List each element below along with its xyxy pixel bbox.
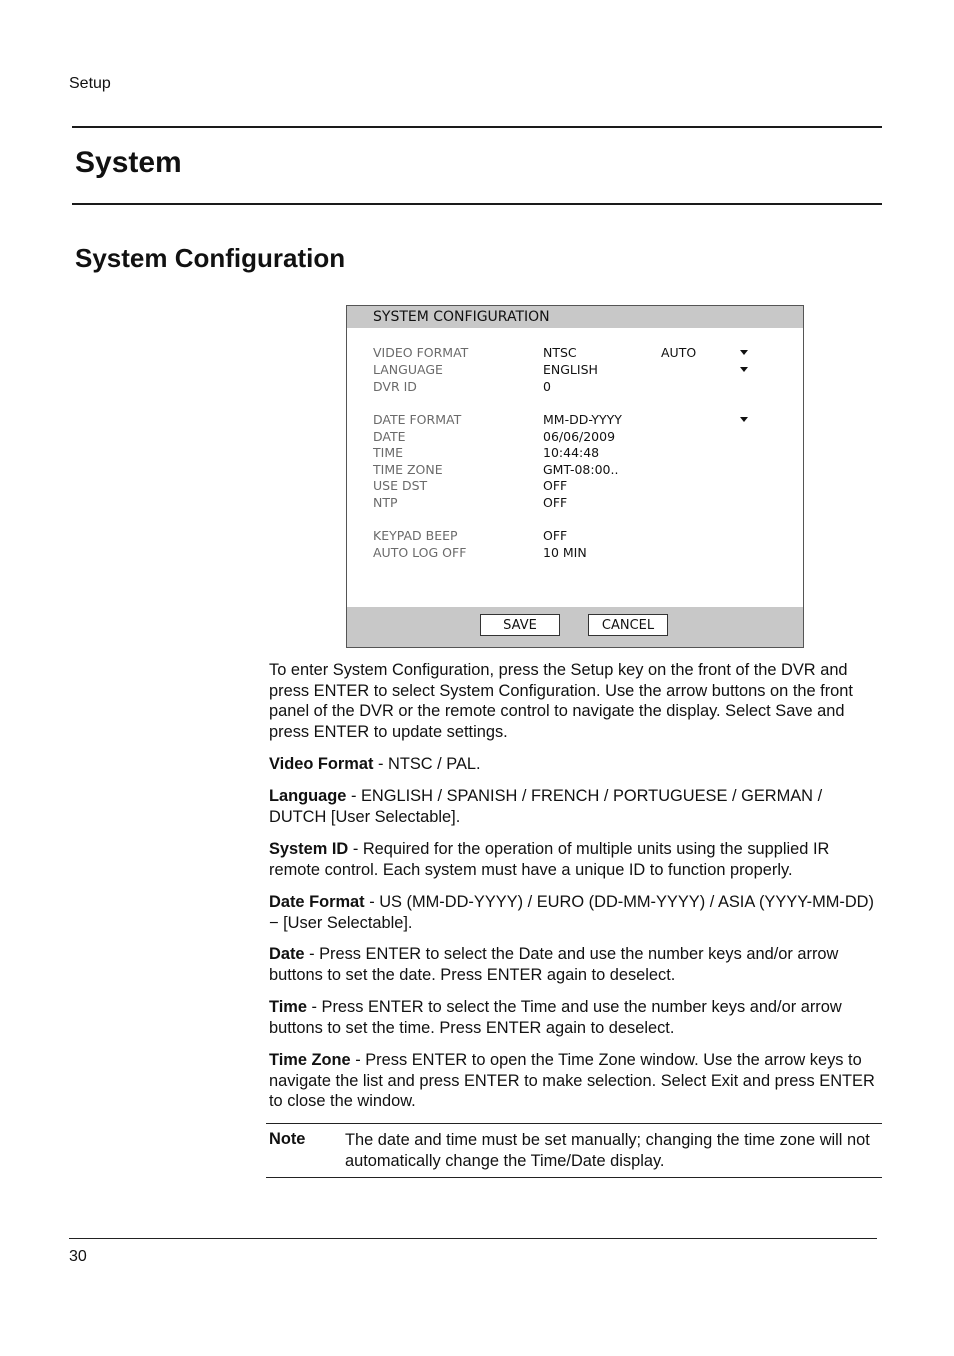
- definition-term: System ID: [269, 840, 349, 858]
- row-value[interactable]: NTSC: [543, 345, 577, 360]
- definition-video-format: [269, 754, 881, 775]
- row-value[interactable]: 0: [543, 379, 551, 394]
- row-keypad-beep[interactable]: [347, 528, 803, 545]
- row-value[interactable]: MM-DD-YYYY: [543, 412, 622, 427]
- row-time[interactable]: [347, 445, 803, 462]
- row-date-format[interactable]: [347, 412, 803, 429]
- definition-desc: - NTSC / PAL.: [373, 755, 481, 773]
- note-text: The date and time must be set manually; changing the time zone will not automatically change the Time/Date display.: [345, 1131, 870, 1170]
- dropdown-arrow-icon[interactable]: [740, 417, 748, 422]
- row-label: USE DST: [373, 478, 428, 493]
- row-value-secondary[interactable]: AUTO: [661, 345, 697, 360]
- row-label: AUTO LOG OFF: [373, 545, 467, 560]
- intro-paragraph: To enter System Configuration, press the Setup key on the front of the DVR and press ENTER to select System Configuration. Use the arrow buttons on the front panel of the DVR or the remote control to navigate the display. Select Save and press ENTER to update settings.: [269, 661, 853, 742]
- row-value[interactable]: 10 MIN: [543, 545, 587, 560]
- footer-rule: [69, 1238, 877, 1239]
- page-title: System: [75, 146, 182, 179]
- page-number: 30: [69, 1248, 87, 1265]
- row-ntp[interactable]: [347, 495, 803, 512]
- definition-date: [269, 944, 881, 985]
- row-value[interactable]: OFF: [543, 528, 568, 543]
- definition-term: Language: [269, 787, 347, 805]
- row-label: NTP: [373, 495, 398, 510]
- definition-term: Date Format: [269, 893, 365, 911]
- definition-term: Time Zone: [269, 1051, 351, 1069]
- screen-title-bar: [347, 306, 803, 328]
- row-language[interactable]: [347, 362, 803, 379]
- definition-desc: - Press ENTER to open the Time Zone window. Use the arrow keys to navigate the list and press ENTER to make selection. Select Exit and press ENTER to close the window.: [269, 1051, 875, 1111]
- definition-date-format: [269, 892, 881, 933]
- definition-desc: - US (MM-DD-YYYY) / EURO (DD-MM-YYYY) / ASIA (YYYY-MM-DD) − [User Selectable].: [269, 893, 874, 932]
- row-label: VIDEO FORMAT: [373, 345, 469, 360]
- definition-desc: - Press ENTER to select the Date and use the number keys and/or arrow buttons to set the date. Press ENTER again to deselect.: [269, 945, 839, 984]
- title-top-rule: [72, 126, 882, 128]
- note-top-rule: [266, 1123, 882, 1124]
- definition-time: [269, 997, 881, 1038]
- row-time-zone[interactable]: [347, 462, 803, 479]
- cancel-button[interactable]: CANCEL: [588, 614, 668, 636]
- definition-desc: - Required for the operation of multiple units using the supplied IR remote control. Each system must have a unique ID to function properly.: [269, 840, 830, 879]
- row-date[interactable]: [347, 429, 803, 446]
- save-button[interactable]: SAVE: [480, 614, 560, 636]
- row-value[interactable]: 10:44:48: [543, 445, 600, 460]
- row-label: DVR ID: [373, 379, 417, 394]
- screen-title: SYSTEM CONFIGURATION: [373, 309, 550, 325]
- definition-system-id: [269, 839, 881, 880]
- note-label: Note: [269, 1130, 306, 1148]
- definition-term: Date: [269, 945, 305, 963]
- running-header: Setup: [69, 75, 111, 92]
- dropdown-arrow-icon[interactable]: [740, 367, 748, 372]
- definition-time-zone: [269, 1050, 881, 1112]
- definition-term: Video Format: [269, 755, 374, 773]
- definition-desc: - Press ENTER to select the Time and use the number keys and/or arrow buttons to set the time. Press ENTER again to deselect.: [269, 998, 842, 1037]
- row-value[interactable]: OFF: [543, 495, 568, 510]
- row-value[interactable]: 06/06/2009: [543, 429, 616, 444]
- definition-term: Time: [269, 998, 307, 1016]
- row-auto-log-off[interactable]: [347, 545, 803, 562]
- screen-button-bar: [347, 607, 803, 647]
- row-label: LANGUAGE: [373, 362, 443, 377]
- row-label: TIME ZONE: [373, 462, 443, 477]
- dropdown-arrow-icon[interactable]: [740, 350, 748, 355]
- row-use-dst[interactable]: [347, 478, 803, 495]
- row-value[interactable]: ENGLISH: [543, 362, 598, 377]
- definition-language: [269, 786, 881, 827]
- title-bottom-rule: [72, 203, 882, 205]
- system-configuration-screen: [346, 305, 804, 648]
- row-value[interactable]: GMT-08:00..: [543, 462, 619, 477]
- row-video-format[interactable]: [347, 345, 803, 362]
- section-heading: System Configuration: [75, 243, 346, 273]
- definition-desc: - ENGLISH / SPANISH / FRENCH / PORTUGUESE / GERMAN / DUTCH [User Selectable].: [269, 787, 823, 826]
- note-bottom-rule: [266, 1177, 882, 1178]
- row-label: DATE FORMAT: [373, 412, 462, 427]
- row-dvr-id[interactable]: [347, 379, 803, 396]
- row-value[interactable]: OFF: [543, 478, 568, 493]
- row-label: DATE: [373, 429, 406, 444]
- row-label: KEYPAD BEEP: [373, 528, 458, 543]
- row-label: TIME: [373, 445, 404, 460]
